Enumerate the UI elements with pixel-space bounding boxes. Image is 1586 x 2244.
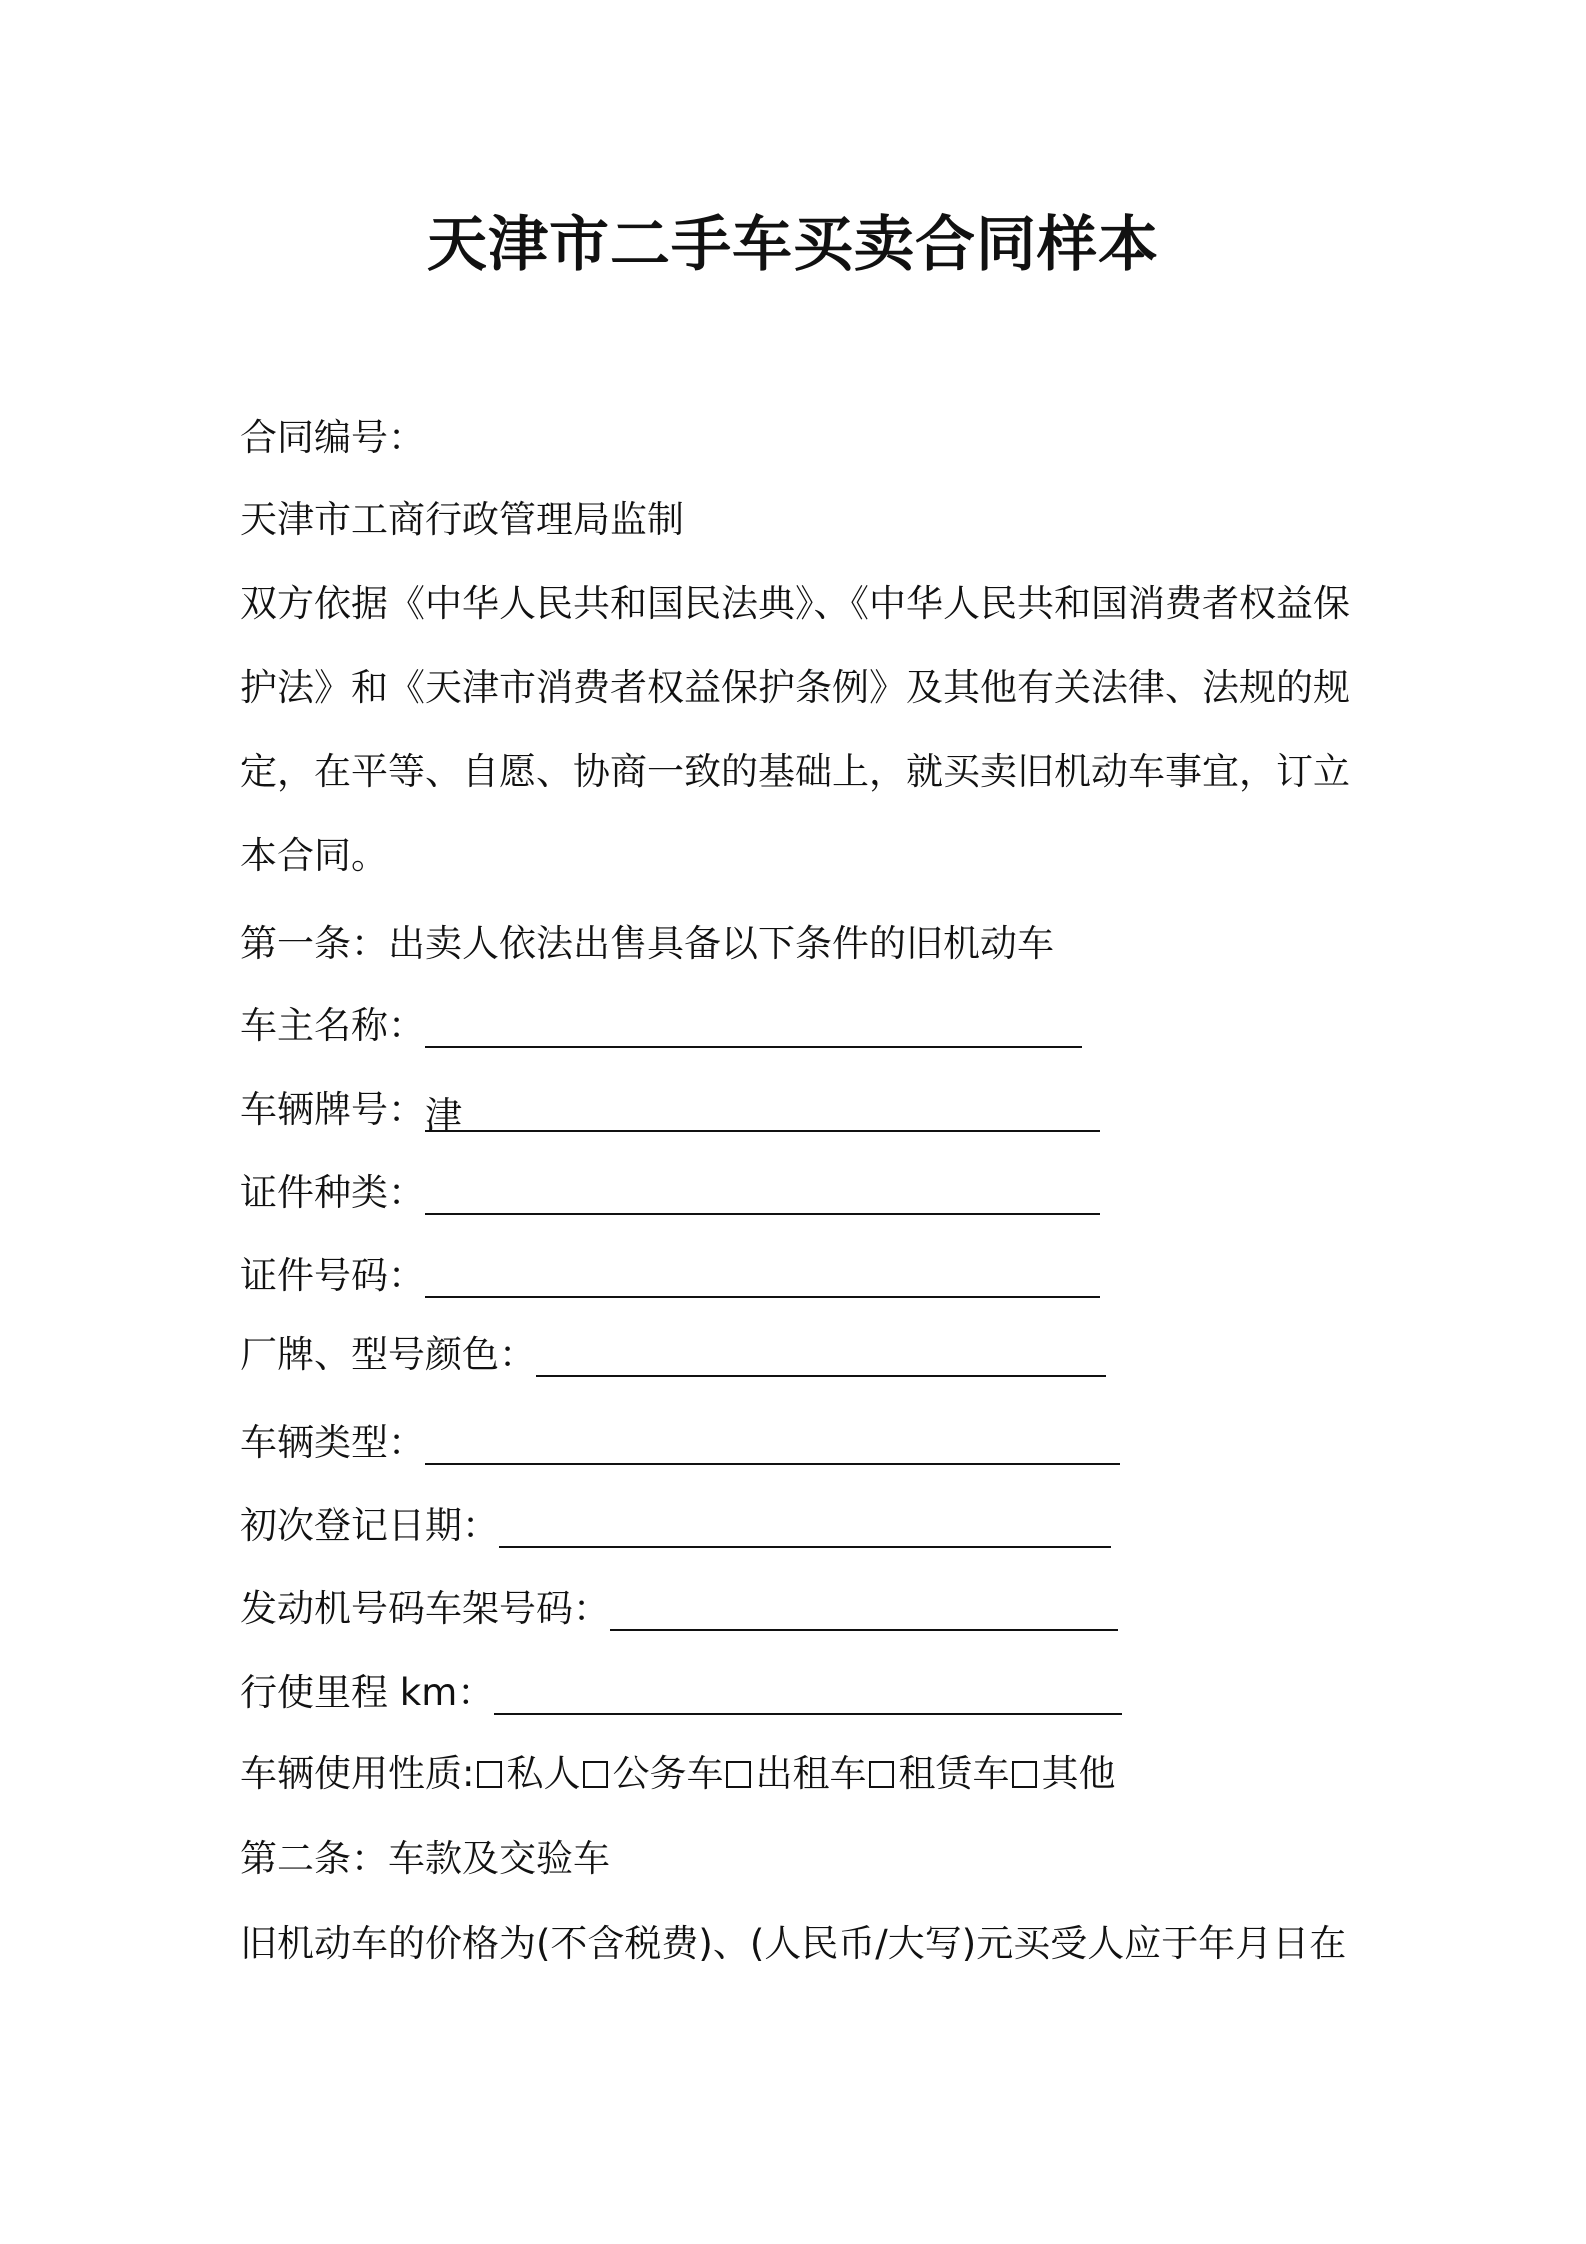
- field-label: 车辆牌号：: [240, 1088, 425, 1131]
- checkbox-rental-car[interactable]: [869, 1761, 894, 1788]
- fill-in-blank[interactable]: [494, 1669, 1122, 1715]
- field-brand-model-color[interactable]: [240, 1325, 1106, 1385]
- field-label: 证件号码：: [240, 1254, 425, 1297]
- preamble-line: 定，在平等、自愿、协商一致的基础上，就买卖旧机动车事宜，订立: [240, 750, 1350, 793]
- preamble-paragraph: [240, 562, 1360, 898]
- fill-in-blank[interactable]: [499, 1502, 1111, 1548]
- contract-number-label: 合同编号：: [240, 416, 425, 459]
- field-label: 行使里程 km：: [240, 1671, 495, 1714]
- field-label: 车辆类型：: [240, 1421, 425, 1464]
- fill-in-blank[interactable]: [425, 1086, 1100, 1137]
- article-2-heading: 第二条：车款及交验车: [240, 1837, 610, 1880]
- preamble-line: 本合同。: [240, 834, 388, 877]
- vehicle-use-label: 车辆使用性质:: [240, 1752, 475, 1795]
- field-mileage[interactable]: [240, 1663, 1122, 1723]
- field-vehicle-type[interactable]: [240, 1413, 1120, 1473]
- fill-in-blank[interactable]: [425, 1169, 1100, 1215]
- field-engine-frame-number[interactable]: [240, 1579, 1118, 1639]
- option-label: 私人: [506, 1752, 581, 1795]
- preamble-line: 双方依据《中华人民共和国民法典》、《中华人民共和国消费者权益保: [240, 582, 1350, 625]
- plate-prefix: 津: [425, 1094, 462, 1137]
- field-label: 初次登记日期：: [240, 1504, 499, 1547]
- vehicle-use-nature: [240, 1744, 1115, 1804]
- checkbox-official-car[interactable]: [583, 1761, 608, 1788]
- field-first-registration-date[interactable]: [240, 1496, 1111, 1556]
- field-label: 车主名称：: [240, 1004, 425, 1047]
- fill-in-blank[interactable]: [425, 1419, 1120, 1465]
- field-label: 发动机号码车架号码：: [240, 1587, 610, 1630]
- preamble-line: 护法》和《天津市消费者权益保护条例》及其他有关法律、法规的规: [240, 666, 1350, 709]
- fill-in-blank[interactable]: [425, 1002, 1082, 1048]
- field-owner-name[interactable]: [240, 996, 1082, 1056]
- field-id-type[interactable]: [240, 1163, 1100, 1223]
- fill-in-blank[interactable]: [425, 1252, 1100, 1298]
- checkbox-other[interactable]: [1012, 1761, 1037, 1788]
- option-label: 租赁车: [898, 1752, 1010, 1795]
- fill-in-blank[interactable]: [610, 1585, 1118, 1631]
- option-label: 公务车: [612, 1752, 724, 1795]
- field-label: 厂牌、型号颜色：: [240, 1333, 536, 1376]
- checkbox-private[interactable]: [477, 1761, 502, 1788]
- supervisor-line: 天津市工商行政管理局监制: [240, 498, 684, 541]
- field-plate-number[interactable]: [240, 1080, 1100, 1140]
- option-label: 其他: [1041, 1752, 1116, 1795]
- document-title: 天津市二手车买卖合同样本: [427, 210, 1159, 280]
- fill-in-blank[interactable]: [536, 1331, 1106, 1377]
- checkbox-taxi[interactable]: [726, 1761, 751, 1788]
- field-id-number[interactable]: [240, 1246, 1100, 1306]
- option-label: 出租车: [755, 1752, 867, 1795]
- article-2-text: 旧机动车的价格为(不含税费)、(人民币/大写)元买受人应于年月日在: [240, 1922, 1347, 1965]
- article-1-heading: 第一条：出卖人依法出售具备以下条件的旧机动车: [240, 922, 1054, 965]
- field-label: 证件种类：: [240, 1171, 425, 1214]
